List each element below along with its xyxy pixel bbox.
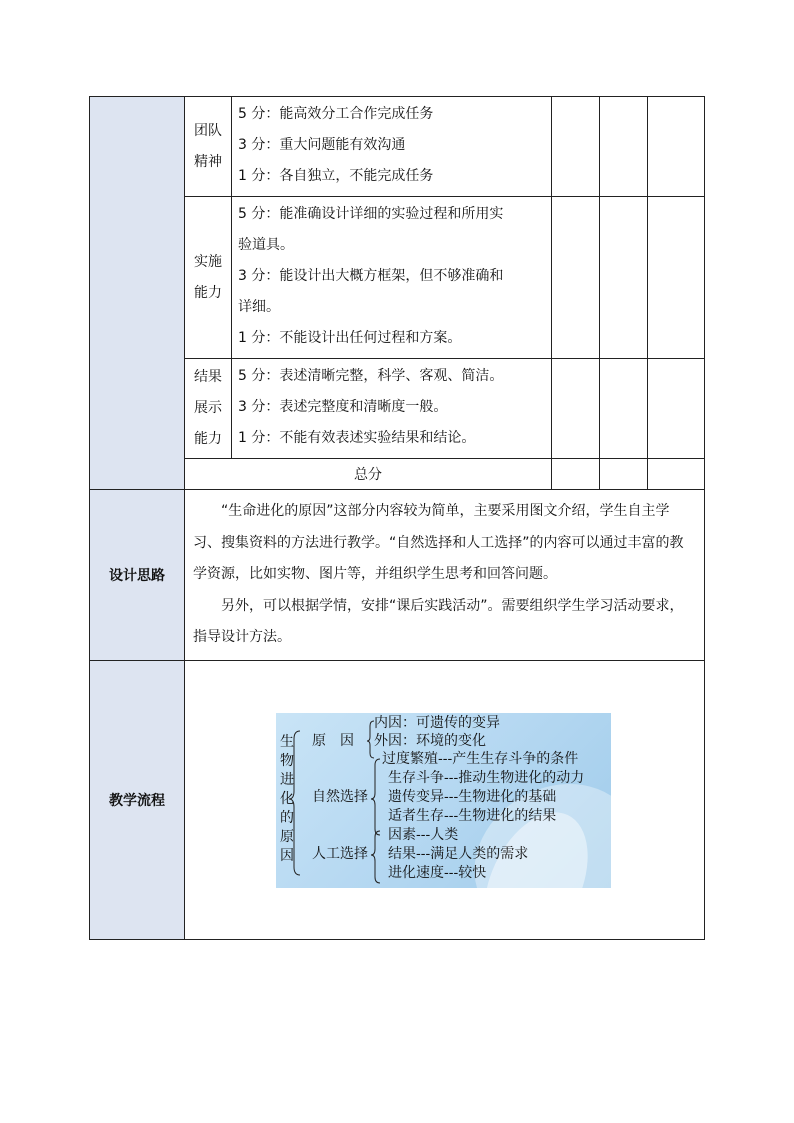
diagram-title-char: 因 [280, 847, 294, 864]
score-cell [648, 197, 705, 359]
total-label: 总分 [185, 459, 552, 490]
diagram-title-char: 化 [280, 790, 294, 807]
design-paragraph-2: 另外，可以根据学情，安排“课后实践活动”。需要组织学生学习活动要求，指导设计方法。 [193, 597, 684, 645]
diagram-title-char: 的 [280, 809, 294, 826]
design-label: 设计思路 [90, 490, 185, 661]
total-score-cell [648, 459, 705, 490]
rubric-side-cell [90, 97, 185, 490]
criterion-teamwork: 团队 精神 [185, 97, 232, 197]
natural-item: 遗传变异---生物进化的基础 [388, 788, 557, 805]
evaluation-table [89, 96, 705, 940]
score-cell [552, 97, 600, 197]
design-paragraph-1: “生命进化的原因”这部分内容较为简单，主要采用图文介绍，学生自主学习、搜集资料的方法进行教学。“自然选择和人工选择”的内容可以通过丰富的教学资源，比如实物、图片等，并组织学生思考和回答问题。 [193, 503, 684, 582]
rubric-row-teamwork [90, 97, 705, 197]
score-cell [648, 97, 705, 197]
score-cell [648, 359, 705, 459]
criterion-presentation: 结果 展示 能力 [185, 359, 232, 459]
total-score-cell [552, 459, 600, 490]
brace-natural [371, 759, 380, 835]
flow-cell [185, 660, 705, 939]
brace-artificial [371, 831, 380, 883]
design-content [185, 490, 705, 661]
criterion-teamwork-levels: 5 分：能高效分工合作完成任务 3 分：重大问题能有效沟通 1 分：各自独立，不能完成任务 [232, 97, 552, 197]
natural-item: 过度繁殖---产生生存斗争的条件 [382, 750, 579, 767]
natural-item: 生存斗争---推动生物进化的动力 [388, 769, 585, 786]
artificial-item: 进化速度---较快 [388, 864, 487, 881]
cause-item: 内因：可遗传的变异 [374, 714, 500, 731]
criterion-implementation-levels: 5 分：能准确设计详细的实验过程和所用实 验道具。 3 分：能设计出大概方框架，但不够准确和 详细。 1 分：不能设计出任何过程和方案。 [232, 197, 552, 359]
diagram-title-char: 生 [280, 733, 294, 750]
design-row [90, 490, 705, 661]
cause-item: 外因：环境的变化 [374, 732, 486, 749]
evolution-causes-diagram [276, 713, 611, 888]
score-cell [552, 359, 600, 459]
criterion-presentation-levels: 5 分：表述清晰完整，科学、客观、简洁。 3 分：表述完整度和清晰度一般。 1 分：不能有效表述实验结果和结论。 [232, 359, 552, 459]
artificial-label: 人工选择 [312, 845, 368, 862]
brace-cause [367, 721, 374, 758]
diagram-title-char: 物 [280, 752, 294, 769]
natural-label: 自然选择 [312, 788, 368, 805]
flow-row [90, 660, 705, 939]
cause-label: 原 因 [312, 732, 354, 749]
score-cell [600, 359, 648, 459]
artificial-item: 结果---满足人类的需求 [388, 845, 529, 862]
score-cell [600, 197, 648, 359]
flow-label: 教学流程 [90, 660, 185, 939]
diagram-title-char: 原 [280, 828, 294, 845]
score-cell [552, 197, 600, 359]
criterion-implementation: 实施 能力 [185, 197, 232, 359]
natural-item: 适者生存---生物进化的结果 [388, 807, 557, 824]
artificial-item: 因素---人类 [388, 826, 459, 843]
total-score-cell [600, 459, 648, 490]
diagram-title-char: 进 [280, 771, 294, 788]
score-cell [600, 97, 648, 197]
diagram-title [279, 733, 295, 866]
